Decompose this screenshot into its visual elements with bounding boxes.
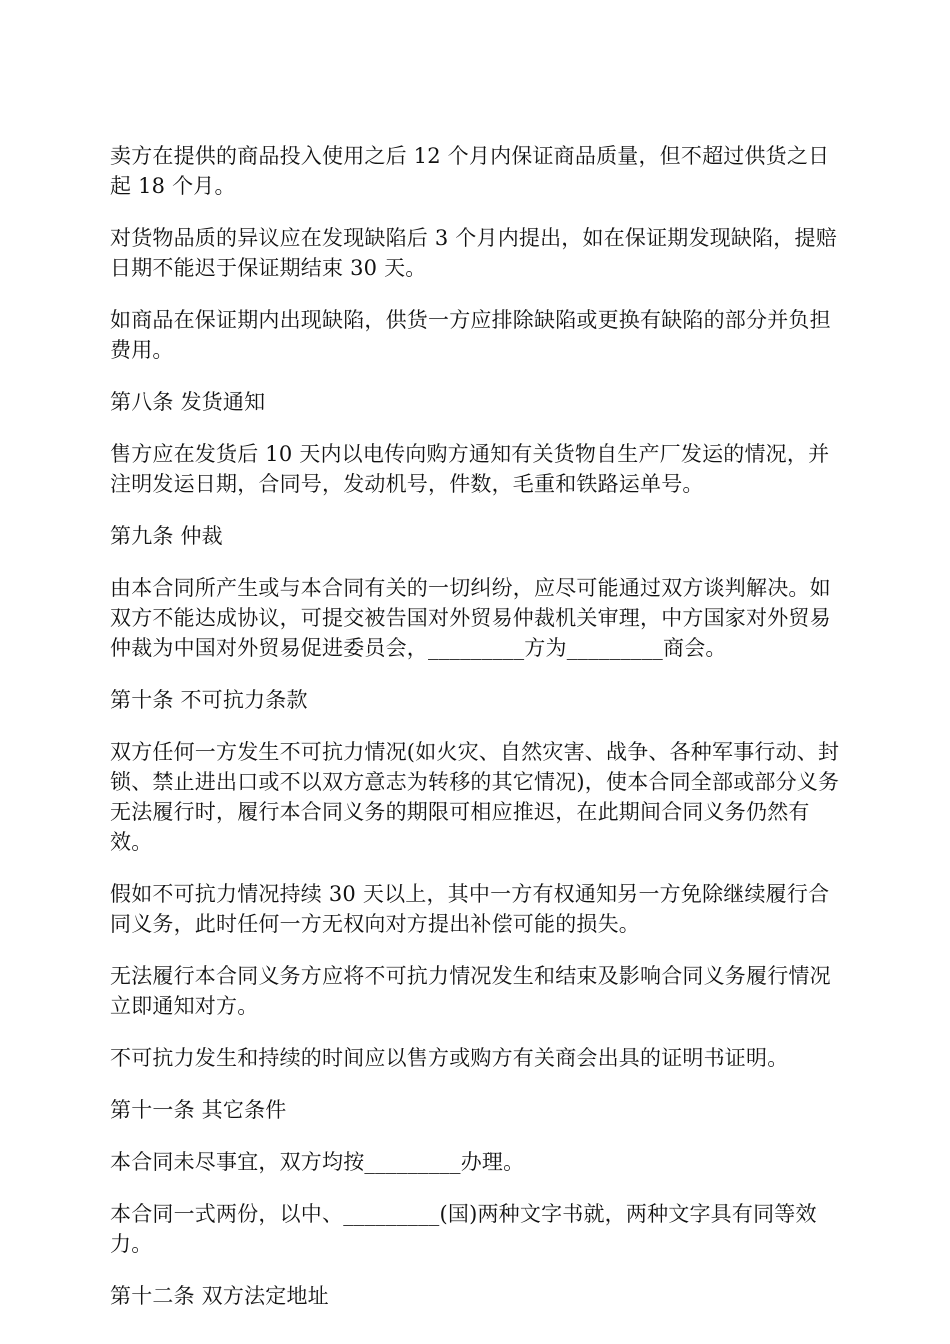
paragraph-other-matters: 本合同未尽事宜，双方均按_________办理。 [110,1150,525,1174]
paragraph-warranty-period: 卖方在提供的商品投入使用之后 12 个月内保证商品质量，但不超过供货之日起 18 个月。 [110,144,830,198]
document-page [110,141,840,1333]
paragraph-copies-language: 本合同一式两份，以中、_________(国)两种文字书就，两种文字具有同等效力。 [110,1202,817,1256]
section-heading-11: 第十一条 其它条件 [110,1098,287,1122]
section-heading-12: 第十二条 双方法定地址 [110,1284,329,1308]
paragraph-force-majeure-duration: 假如不可抗力情况持续 30 天以上，其中一方有权通知另一方免除继续履行合同义务，此时任何一方无权向对方提出补偿可能的损失。 [110,882,830,936]
paragraph-force-majeure: 双方任何一方发生不可抗力情况(如火灾、自然灾害、战争、各种军事行动、封锁、禁止进出口或不以双方意志为转移的其它情况)，使本合同全部或部分义务无法履行时，履行本合同义务的期限可相应推迟，在此期间合同义务仍然有效。 [110,740,840,854]
paragraph-shipping-notice: 售方应在发货后 10 天内以电传向购方通知有关货物自生产厂发运的情况，并注明发运日期，合同号，发动机号，件数，毛重和铁路运单号。 [110,442,830,496]
paragraph-force-majeure-notice: 无法履行本合同义务方应将不可抗力情况发生和结束及影响合同义务履行情况立即通知对方。 [110,964,831,1018]
section-heading-9: 第九条 仲裁 [110,524,223,548]
section-heading-8: 第八条 发货通知 [110,390,266,414]
paragraph-quality-objection: 对货物品质的异议应在发现缺陷后 3 个月内提出，如在保证期发现缺陷，提赔日期不能迟于保证期结束 30 天。 [110,226,837,280]
section-heading-10: 第十条 不可抗力条款 [110,688,308,712]
paragraph-force-majeure-certificate: 不可抗力发生和持续的时间应以售方或购方有关商会出具的证明书证明。 [110,1046,789,1070]
paragraph-arbitration: 由本合同所产生或与本合同有关的一切纠纷，应尽可能通过双方谈判解决。如双方不能达成协议，可提交被告国对外贸易仲裁机关审理，中方国家对外贸易仲裁为中国对外贸易促进委员会，_________方为_________商会。 [110,576,831,660]
paragraph-defect-remedy: 如商品在保证期内出现缺陷，供货一方应排除缺陷或更换有缺陷的部分并负担费用。 [110,308,831,362]
